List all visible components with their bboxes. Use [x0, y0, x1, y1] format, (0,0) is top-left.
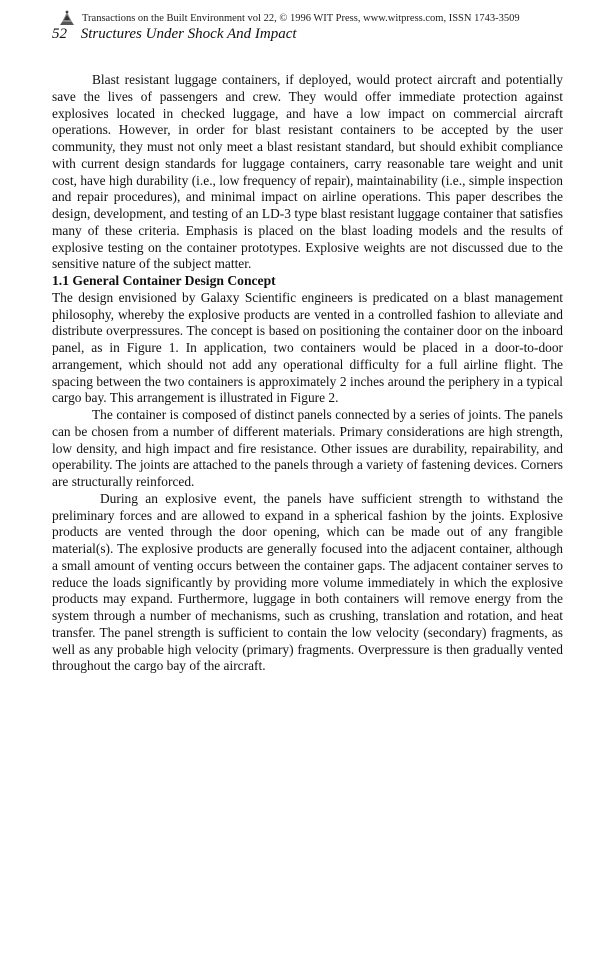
paragraph-panels: The container is composed of distinct panels connected by a series of joints. The panels can be chosen from a number of different materials. Primary considerations are high strength, low density, and high impact and fire resistance. Other issues are durability, repairability, and operability. The joints are attached to the panels through a variety of fastening devices. Corners are structurally reinforced.	[52, 407, 563, 489]
running-title: Structures Under Shock And Impact	[80, 26, 297, 42]
body-text	[52, 72, 563, 675]
page-number: 52	[52, 26, 67, 42]
section-heading: 1.1 General Container Design Concept	[52, 273, 276, 288]
citation-header	[58, 9, 598, 27]
citation-text: Transactions on the Built Environment vol 22, © 1996 WIT Press, www.witpress.com, ISSN 1743-3509	[82, 12, 520, 24]
paragraph-intro: Blast resistant luggage containers, if deployed, would protect aircraft and potentially save the lives of passengers and crew. They would offer immediate protection against explosives located in checked luggage, and have a low impact on commercial aircraft operations. However, in order for blast resistant containers to be accepted by the user community, they must not only meet a blast resistant standard, but should exhibit compliance with current design standards for luggage containers, carry reasonable tare weight and unit cost, have high durability (i.e., low frequency of repair), maintainability (i.e., simple inspection and repair procedures), and minimal impact on airline operations. This paper describes the design, development, and testing of an LD-3 type blast resistant luggage container that satisfies many of these criteria. Emphasis is placed on the blast loading models and the results of explosive testing on the container prototypes. Explosive weights are not discussed due to the sensitive nature of the subject matter.	[52, 72, 563, 272]
paragraph-design: The design envisioned by Galaxy Scientific engineers is predicated on a blast management philosophy, whereby the explosive products are vented in a controlled fashion to alleviate and distribute overpressures. The concept is based on positioning the container door on the inboard panel, as in Figure 1. In application, two containers would be placed in a door-to-door arrangement, which should not add any operational difficulty for a full airline flight. The spacing between the two containers is approximately 2 inches around the periphery in a typical cargo bay. This arrangement is illustrated in Figure 2.	[52, 289, 563, 406]
paragraph-event: During an explosive event, the panels have sufficient strength to withstand the preliminary forces and are allowed to expand in a spherical fashion by the joints. Explosive products are vented through the door opening, which can be made out of any frangible material(s). The explosive products are generally focused into the adjacent container, although a small amount of venting occurs between the container gaps. The adjacent container serves to reduce the loads significantly by providing more volume immediately in which the explosive products may expand. Furthermore, luggage in both containers will remove energy from the system through a number of mechanisms, such as crushing, translation and rotation, and heat transfer. The panel strength is sufficient to contain the low velocity (secondary) fragments, as well as any probable high velocity (primary) fragments. Overpressure is then gradually vented throughout the cargo bay of the aircraft.	[52, 490, 563, 674]
publisher-logo-icon	[58, 9, 76, 27]
running-head	[52, 26, 572, 43]
